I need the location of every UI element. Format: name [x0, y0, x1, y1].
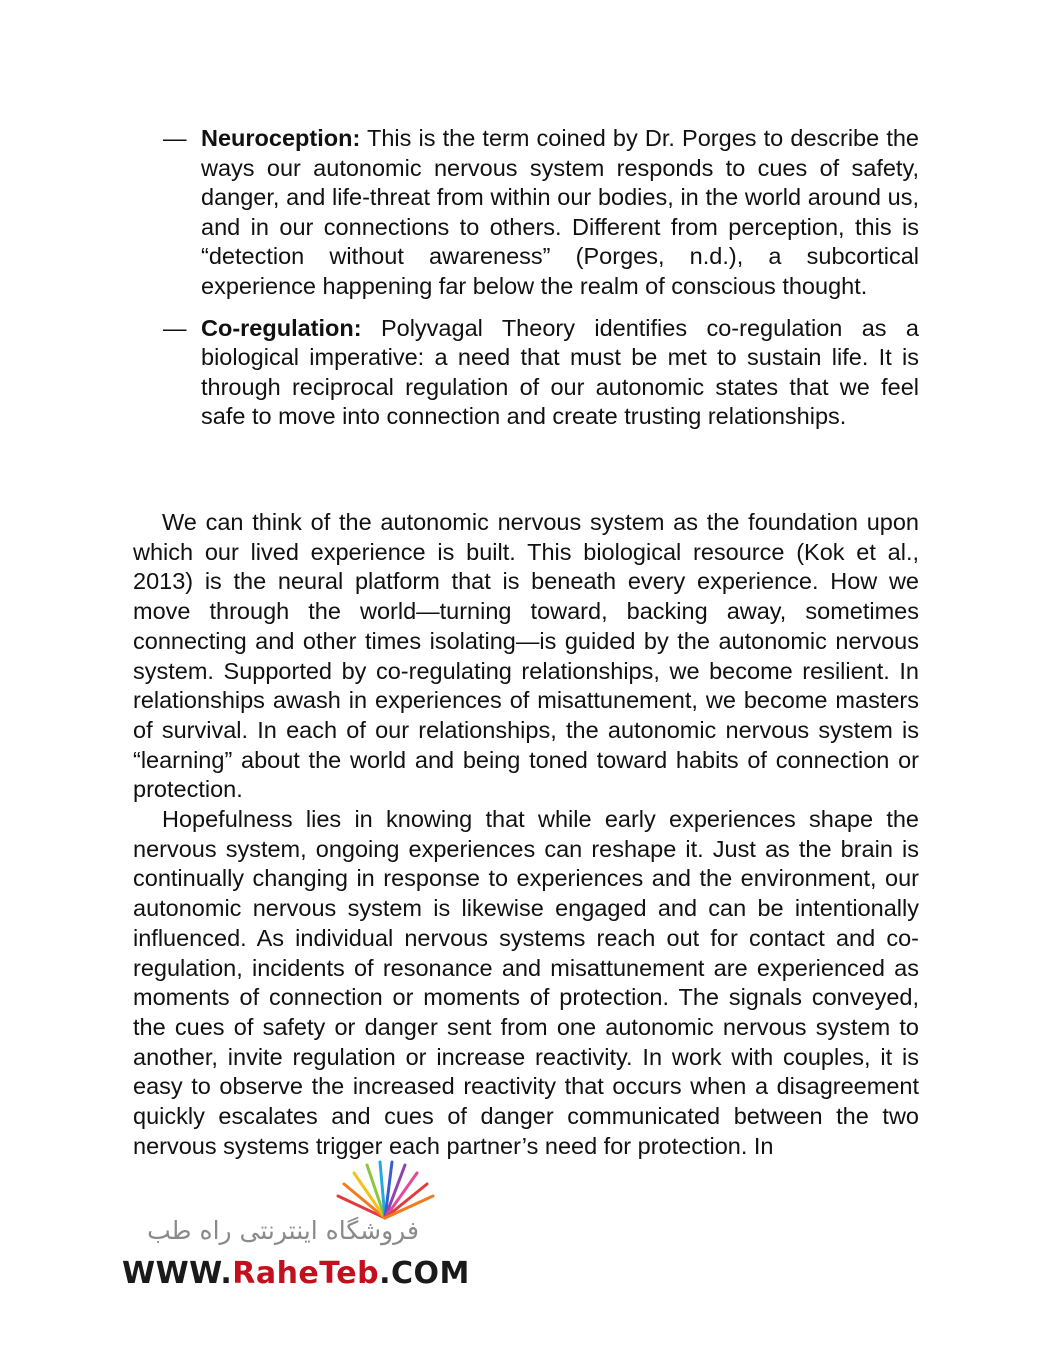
- definition-term: Co-regulation:: [201, 314, 362, 341]
- body-text: [133, 508, 919, 1161]
- definition-co-regulation: [163, 314, 919, 432]
- bullet-dash: —: [163, 125, 187, 151]
- definition-text: This is the term coined by Dr. Porges to describe the ways our autonomic nervous system responds to cues of safety, danger, and life-threat from within our bodies, in the world around us, and in our connections to others. Different from perception, this is “detection without awareness” (Porges, n.d.), a subcortical experience happening far below the realm of conscious thought.: [201, 125, 919, 299]
- watermark-url: [122, 1256, 470, 1291]
- paragraph: We can think of the autonomic nervous system as the foundation upon which our lived experience is built. This biological resource (Kok et al., 2013) is the neural platform that is beneath every experience. How we move through the world—turning toward, backing away, sometimes connecting and other times isolating—is guided by the autonomic nervous system. Supported by co-regulating relationships, we become resilient. In relationships awash in experiences of misattunement, we become masters of survival. In each of our relationships, the autonomic nervous system is “learning” about the world and being toned toward habits of connection or protection.: [133, 509, 919, 803]
- definition-list: [163, 124, 919, 444]
- definition-neuroception: [163, 124, 919, 302]
- url-brand: RaheTeb: [232, 1256, 380, 1291]
- watermark: [118, 1160, 470, 1300]
- paragraph: Hopefulness lies in knowing that while early experiences shape the nervous system, ongoing experiences can reshape it. Just as the brain is continually changing in response to experiences and the environment, our autonomic nervous system is likewise engaged and can be intentionally influenced. As individual nervous systems reach out for contact and co-regulation, incidents of resonance and misattunement are experienced as moments of connection or moments of protection. The signals conveyed, the cues of safety or danger sent from one autonomic nervous system to another, invite regulation or increase reactivity. In work with couples, it is easy to observe the increased reactivity that occurs when a disagreement quickly escalates and cues of danger communicated between the two nervous systems trigger each partner’s need for protection. In: [133, 806, 919, 1159]
- url-prefix: WWW.: [122, 1256, 233, 1291]
- definition-term: Neuroception:: [201, 125, 361, 151]
- book-fan-logo: [330, 1160, 440, 1220]
- definition-text: Polyvagal Theory identifies co-regulation as a biological imperative: a need that must be met to sustain life. It is through reciprocal regulation of our autonomic states that we feel safe to move into connection and create trusting relationships.: [201, 314, 919, 430]
- bullet-dash: —: [163, 314, 187, 341]
- url-suffix: .COM: [379, 1256, 470, 1291]
- watermark-persian-text: فروشگاه اینترنتی راه طب: [147, 1216, 419, 1245]
